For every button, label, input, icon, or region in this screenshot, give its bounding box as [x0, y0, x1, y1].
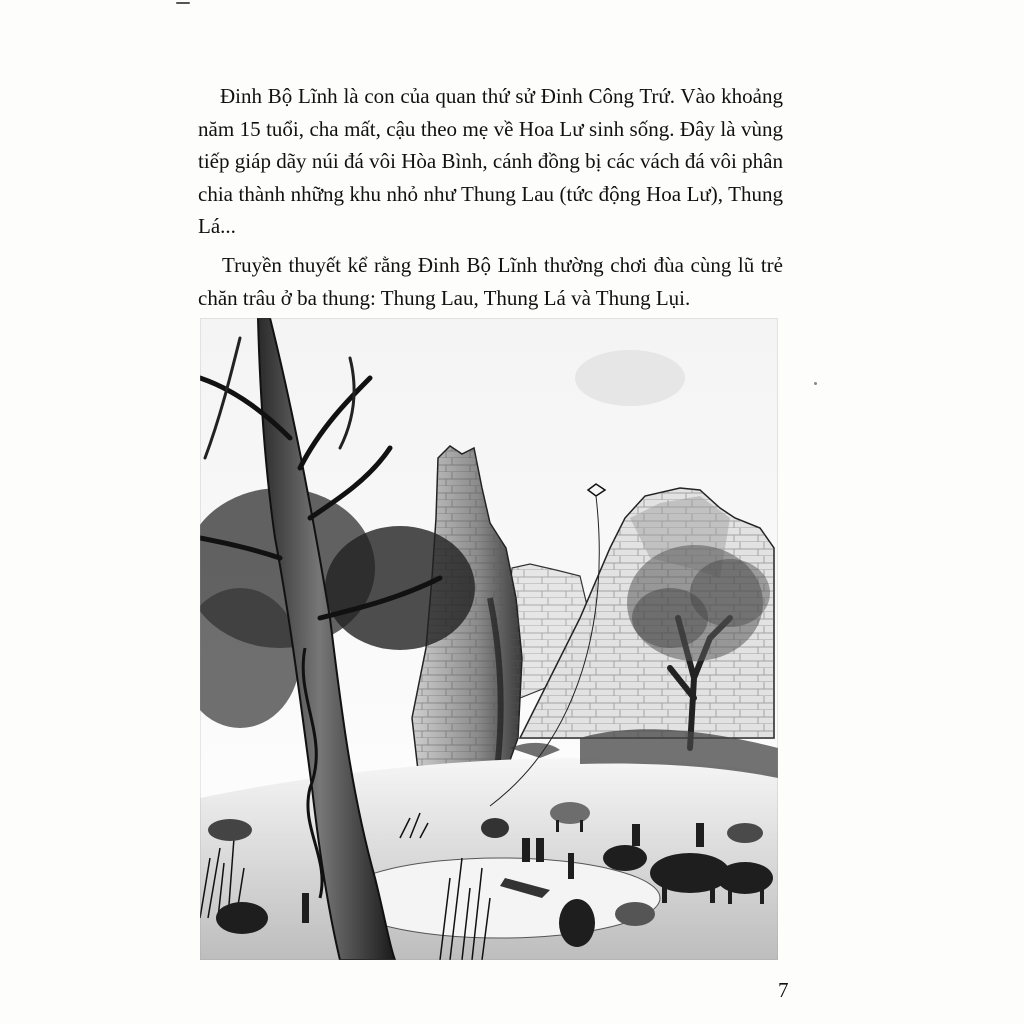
print-speck: [176, 2, 190, 4]
pond: [340, 858, 660, 938]
body-text: [198, 80, 783, 314]
paragraph-1: Đinh Bộ Lĩnh là con của quan thứ sử Đinh Công Trứ. Vào khoảng năm 15 tuổi, cha mất, cậu theo mẹ về Hoa Lư sinh sống. Đây là vùng tiếp giáp dãy núi đá vôi Hòa Bình, cánh đồng bị các vách đá vôi phân chia thành những khu nhỏ như Thung Lau (tức động Hoa Lư), Thung Lá...: [198, 84, 783, 239]
print-speck: [814, 382, 817, 385]
illustration-buffalo-herders: [200, 318, 778, 960]
paragraph-2: Truyền thuyết kể rằng Đinh Bộ Lĩnh thường chơi đùa cùng lũ trẻ chăn trâu ở ba thung: Thung Lau, Thung Lá và Thung Lụi.: [198, 252, 783, 310]
page-number: 7: [778, 978, 789, 1002]
